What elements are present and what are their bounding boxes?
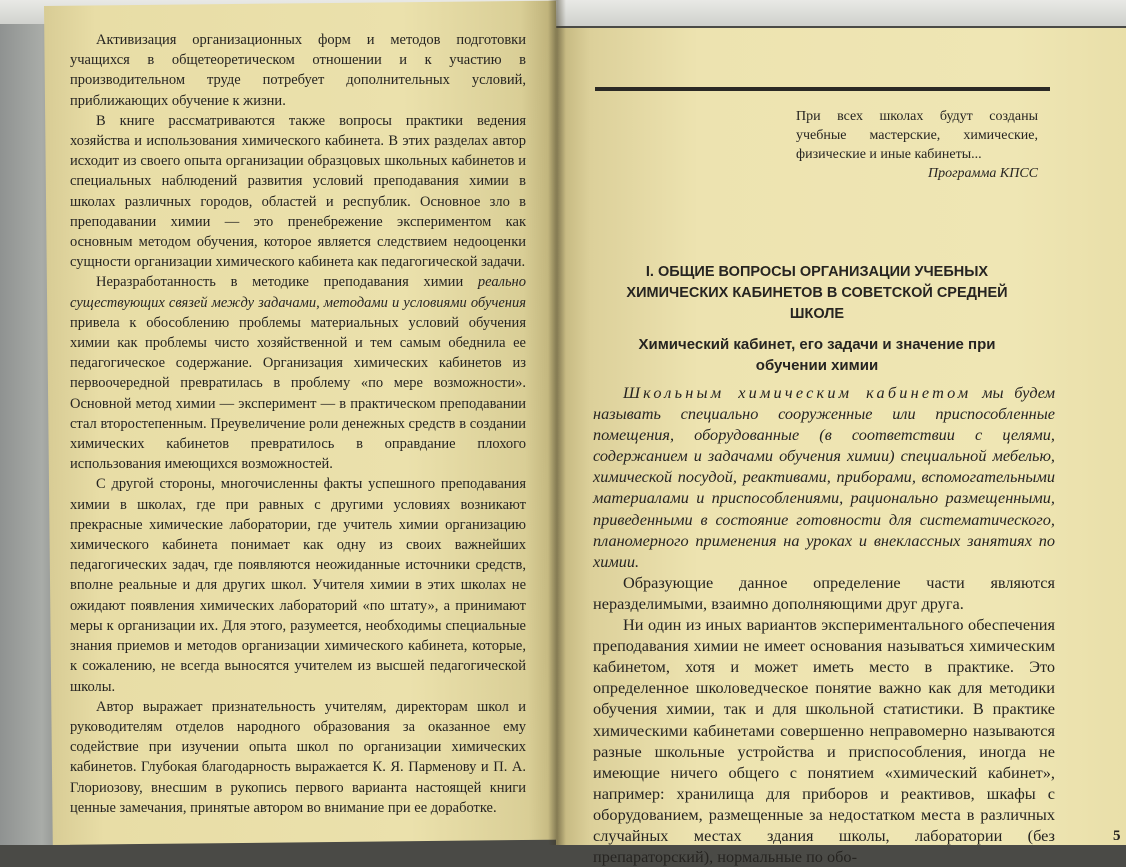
- left-paragraph-4: С другой стороны, многочисленны факты успешного преподавания химии в школах, где при равных с другими условиях возникают прекрасные химические лаборатории, где учитель химии организацию химического кабинета понимает как одну из своих важнейших педагогических задач, где появляются неожиданные источники средств, вполне реальные и для других школ. Учителя химии в этих школах не ожидают появления химических лабораторий «по штату», а принимают меры к организации их. Для этого, разумеется, необходимы специальные знания приемов и методов организации химического кабинета, которые, к сожалению, не всегда выносятся учителем из высшей педагогической школы.: [70, 476, 526, 695]
- book-spine: [548, 0, 566, 845]
- left-paragraph-1: Активизация организационных форм и методов подготовки учащихся в общетеоретическом отношении и к участию в производительном труде потребует дополнительных условий, приближающих обучение к жизни.: [70, 32, 526, 109]
- left-paragraph-5: Автор выражает признательность учителям, директорам школ и руководителям отделов народного образования за оказанное ему содействие при изучении опыта школ по организации химических кабинетов. Глубокая благодарность выражается К. Я. Парменову и П. А. Глориозову, внесшим в рукопись первого варианта настоящей книги ценные замечания, принятые автором во внимание при ее доработке.: [70, 698, 526, 816]
- definition-paragraph: [593, 382, 1055, 572]
- epigraph: [796, 107, 1038, 183]
- header-rule: [595, 87, 1050, 91]
- epigraph-source: Программа КПСС: [927, 166, 1038, 181]
- page-number: 5: [1113, 828, 1121, 844]
- definition-text: мы будем называть специально сооруженные или приспособленные помещения, оборудованные (в соответствии с целями, содержанием и задачами обучения химии) специальной мебелью, химической посудой, реактивами, приборами, вспомогательными материалами и приспособлениями, рационально размещенными, приведенными в состояние готовности для систематического, планомерного применения на уроках и внеклассных занятиях по химии.: [593, 383, 1055, 571]
- left-paragraph-3-lead: Неразработанность в методике преподавания химии: [96, 274, 478, 291]
- right-paragraph-1: Образующие данное определение части являются неразделимыми, взаимно дополняющими друг друга.: [593, 572, 1055, 613]
- right-page-text: [593, 382, 1055, 867]
- chapter-title: I. ОБЩИЕ ВОПРОСЫ ОРГАНИЗАЦИИ УЧЕБНЫХ ХИМИЧЕСКИХ КАБИНЕТОВ В СОВЕТСКОЙ СРЕДНЕЙ ШКОЛЕ: [626, 264, 1008, 322]
- left-page-text: [70, 30, 526, 818]
- definition-term: Школьным химическим кабинетом: [623, 383, 972, 402]
- epigraph-text: При всех школах будут созданы учебные мастерские, химические, физические и иные кабинеты...: [796, 109, 1038, 162]
- left-paragraph-3-italic: реально существующих связей между задачами, методами и условиями обучения: [70, 274, 526, 311]
- left-paragraph-3-rest: привела к обособлению проблемы материальных условий обучения химии как проблемы чисто хозяйственной и тем самым обеднила ее педагогическое содержание. Организация химических кабинетов из первоочередной превратилась в проблему «по мере возможности». Основной метод химии — эксперимент — в практическом преподавании стал второстепенным. Преувеличение роли денежных средств в создании химических кабинетов превратилось в оправдание плохого использования имеющихся возможностей.: [70, 314, 526, 473]
- section-title: Химический кабинет, его задачи и значение при обучении химии: [638, 336, 996, 374]
- right-paragraph-2: Ни один из иных вариантов экспериментального обеспечения преподавания химии не имеет основания называться химическим кабинетом, хотя и может иметь место в практике. Это определенное школоведческое понятие важно как для методики обучения химии, так и для школьной статистики. В практике химическими кабинетами совершенно неправомерно называются разные школьные устройства и приспособления, иногда не имеющие ничего общего с понятием «химический кабинет», например: хранилища для приборов и реактивов, шкафы с оборудованием, размещенные за недостатком места в различных случайных местах здания школы, лаборатории (без препараторский), нормальные по обо-: [593, 615, 1055, 867]
- left-paragraph-2: В книге рассматриваются также вопросы практики ведения хозяйства и использования химического кабинета. В этих разделах автор исходит из своего опыта организации образцовых школьных кабинетов и специальных наблюдений развития условий преподавания химии в школах различных городов, областей и республик. Основное зло в преподавании химии — это пренебрежение экспериментом как основным методом обучения, которое является следствием недооценки сущности организации химического кабинета как педагогической задачи.: [70, 112, 526, 271]
- left-paragraph-3: [70, 272, 526, 474]
